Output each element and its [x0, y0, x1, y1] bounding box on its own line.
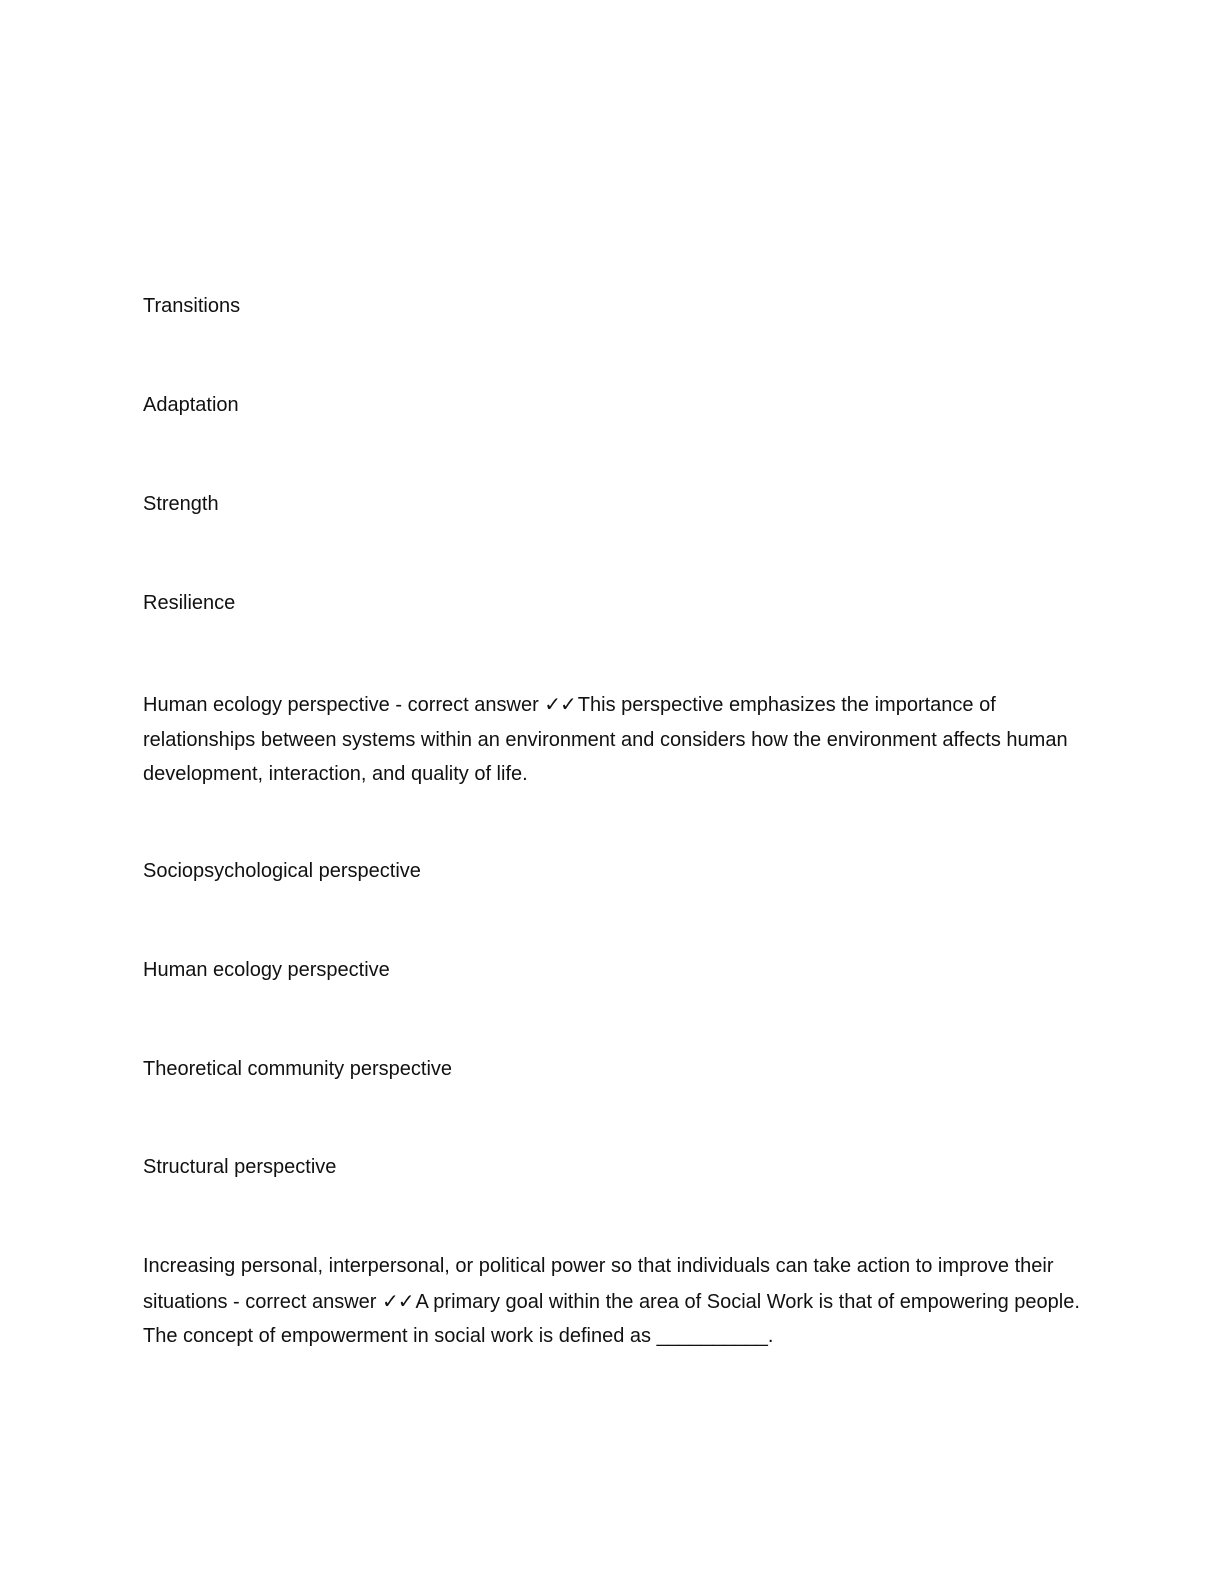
double-check-icon: ✓✓ — [381, 1288, 414, 1313]
option-theoretical-community: Theoretical community perspective — [143, 1058, 453, 1080]
option-structural: Structural perspective — [143, 1156, 337, 1178]
option-human-ecology: Human ecology perspective — [143, 959, 390, 981]
list-item-resilience: Resilience — [143, 592, 236, 614]
qa-empowerment — [143, 1249, 1083, 1354]
qa-term: Increasing personal, interpersonal, or political power so that individuals can take action to improve their situations - correct answer — [143, 1255, 1054, 1313]
qa-answer: A primary goal within the area of Social Work is that of empowering people. The concept of empowerment in social work is defined as __________. — [143, 1290, 1080, 1347]
option-sociopsychological: Sociopsychological perspective — [143, 860, 421, 882]
qa-human-ecology — [143, 687, 1083, 792]
double-check-icon: ✓✓ — [544, 692, 576, 716]
list-item-transitions: Transitions — [143, 295, 241, 317]
list-item-strength: Strength — [143, 493, 219, 515]
qa-answer: This perspective emphasizes the importance of relationships between systems within an environment and considers how the environment affects human development, interaction, and quality of life. — [143, 694, 1068, 785]
qa-term: Human ecology perspective - correct answer — [143, 694, 545, 716]
list-item-adaptation: Adaptation — [143, 394, 239, 416]
